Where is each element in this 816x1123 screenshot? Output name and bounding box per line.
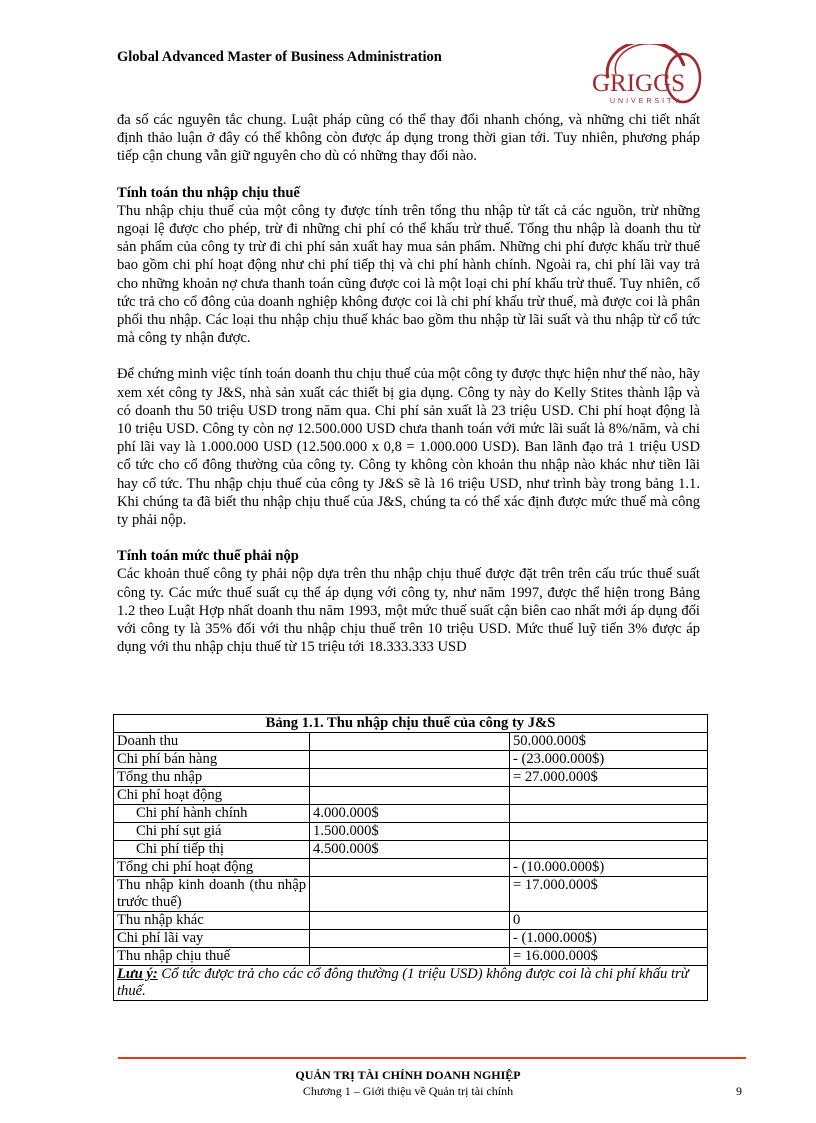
section1-paragraph-1: Thu nhập chịu thuế của một công ty được tính trên tổng thu nhập từ tất cả các nguồn, trừ những ngoại lệ được cho phép, trừ đi những chi phí có thể khấu trừ thuế. Tổng thu nhập là doanh thu từ sản phẩm của công ty trừ đi chi phí sản xuất hay mua sản phẩm. Những chi phí được khấu trừ thuế bao gồm chi phí hoạt động như chi phí tiếp thị và chi phí hành chính. Ngoài ra, chi phí lãi vay trả cho những khoản nợ chưa thanh toán cũng được coi là một loại chi phí khấu trừ thuế. Tuy nhiên, cổ tức trả cho cổ đông của doanh nghiệp không được coi là chi phí khấu trừ thuế, mà được coi là phân phối thu nhập. Các loại thu nhập chịu thuế khác bao gồm thu nhập từ lãi suất và thu nhập từ cổ tức mà công ty nhận được. — [117, 202, 700, 347]
row-label: Thu nhập khác — [114, 912, 310, 930]
footer-title: QUẢN TRỊ TÀI CHÍNH DOANH NGHIỆP — [295, 1068, 521, 1082]
row-mid-value — [310, 877, 510, 912]
row-label: Doanh thu — [114, 733, 310, 751]
table-row — [114, 805, 708, 823]
row-label: Tổng thu nhập — [114, 769, 310, 787]
logo-name: GRIGGS — [592, 70, 686, 97]
table-row — [114, 769, 708, 787]
logo-sub: UNIVERSITY — [610, 98, 683, 105]
row-right-value — [510, 787, 708, 805]
section2-paragraph-1: Các khoản thuế công ty phải nộp dựa trên thu nhập chịu thuế được đặt trên trên cấu trúc thuế suất công ty. Các mức thuế suất cụ thể áp dụng với công ty, như năm 1997, được thể hiện trong Bảng 1.2 theo Luật Hợp nhất doanh thu năm 1993, một mức thuế suất cận biên cao nhất mới áp dụng đối với công ty là 35% đối với thu nhập chịu thuế trên 10 triệu USD. Mức thuế luỹ tiến 3% được áp dụng với thu nhập chịu thuế từ 15 triệu tới 18.333.333 USD — [117, 566, 700, 656]
note-text: Cổ tức được trả cho các cổ đông thường (1 triệu USD) không được coi là chi phí khấu trừ thuế. — [117, 966, 689, 999]
row-right-value: = 16.000.000$ — [510, 948, 708, 966]
section1-paragraph-2: Để chứng minh việc tính toán doanh thu chịu thuế của một công ty được thực hiện như thế nào, hãy xem xét công ty J&S, nhà sản xuất các thiết bị gia dụng. Công ty này do Kelly Stites thành lập và có doanh thu 50 triệu USD trong năm qua. Chi phí sản xuất là 23 triệu USD. Chi phí hoạt động là 10 triệu USD. Công ty còn nợ 12.500.000 USD chưa thanh toán với mức lãi suất là 8%/năm, và chi phí lãi vay là 1.000.000 USD (12.500.000 x 0,8 = 1.000.000 USD). Ban lãnh đạo trả 1 triệu USD cổ tức cho cổ đông thường của công ty. Công ty không còn khoản thu nhập nào khác như tiền lãi hay cổ tức. Thu nhập chịu thuế của công ty J&S sẽ là 16 triệu USD, như trình bày trong bảng 1.1. Khi chúng ta đã biết thu nhập chịu thuế của J&S, chúng ta có thể xác định được mức thuế mà công ty phải nộp. — [117, 366, 700, 529]
row-right-value: - (1.000.000$) — [510, 930, 708, 948]
row-label: Chi phí bán hàng — [114, 751, 310, 769]
footer-divider — [118, 1057, 746, 1059]
row-label: Chi phí lãi vay — [114, 930, 310, 948]
row-mid-value — [310, 930, 510, 948]
row-label: Chi phí tiếp thị — [114, 841, 310, 859]
row-mid-value — [310, 733, 510, 751]
row-right-value — [510, 841, 708, 859]
header-title: Global Advanced Master of Business Administration — [117, 49, 442, 65]
row-right-value — [510, 805, 708, 823]
body-content — [117, 111, 700, 656]
row-mid-value — [310, 787, 510, 805]
table-row — [114, 823, 708, 841]
row-mid-value: 1.500.000$ — [310, 823, 510, 841]
page-number: 9 — [736, 1084, 742, 1098]
table-row — [114, 733, 708, 751]
table-row — [114, 930, 708, 948]
row-right-value: - (10.000.000$) — [510, 859, 708, 877]
row-label: Chi phí sụt giá — [114, 823, 310, 841]
row-mid-value — [310, 769, 510, 787]
row-label: Thu nhập chịu thuế — [114, 948, 310, 966]
row-right-value: 0 — [510, 912, 708, 930]
table-row — [114, 787, 708, 805]
table-row — [114, 948, 708, 966]
row-mid-value — [310, 912, 510, 930]
row-right-value: = 27.000.000$ — [510, 769, 708, 787]
row-mid-value — [310, 751, 510, 769]
table-row — [114, 877, 708, 912]
table-row — [114, 751, 708, 769]
footer-subtitle: Chương 1 – Giới thiệu về Quản trị tài chính — [302, 1084, 514, 1098]
row-label: Chi phí hành chính — [114, 805, 310, 823]
intro-paragraph: đa số các nguyên tắc chung. Luật pháp cũng có thể thay đổi nhanh chóng, và những chi tiết nhất định thảo luận ở đây có thể không còn được áp dụng trong thời gian tới. Tuy nhiên, phương pháp tiếp cận chung vẫn giữ nguyên cho dù có những thay đổi nào. — [117, 112, 700, 165]
row-mid-value: 4.500.000$ — [310, 841, 510, 859]
row-label: Tổng chi phí hoạt động — [114, 859, 310, 877]
row-label: Chi phí hoạt động — [114, 787, 310, 805]
row-right-value: - (23.000.000$) — [510, 751, 708, 769]
note-label: Lưu ý: — [117, 966, 158, 982]
row-mid-value — [310, 859, 510, 877]
table-row — [114, 841, 708, 859]
row-mid-value: 4.000.000$ — [310, 805, 510, 823]
table-note — [114, 966, 708, 1001]
section1-title: Tính toán thu nhập chịu thuế — [117, 184, 300, 201]
row-right-value: 50.000.000$ — [510, 733, 708, 751]
section2-title: Tính toán mức thuế phải nộp — [117, 548, 299, 565]
row-right-value — [510, 823, 708, 841]
table-row — [114, 912, 708, 930]
table-row — [114, 859, 708, 877]
taxable-income-table — [113, 714, 708, 1001]
griggs-university-logo — [588, 44, 706, 106]
row-label: Thu nhập kinh doanh (thu nhập trước thuế) — [114, 877, 310, 912]
row-right-value: = 17.000.000$ — [510, 877, 708, 912]
table-title: Bảng 1.1. Thu nhập chịu thuế của công ty J&S — [114, 715, 708, 733]
row-mid-value — [310, 948, 510, 966]
